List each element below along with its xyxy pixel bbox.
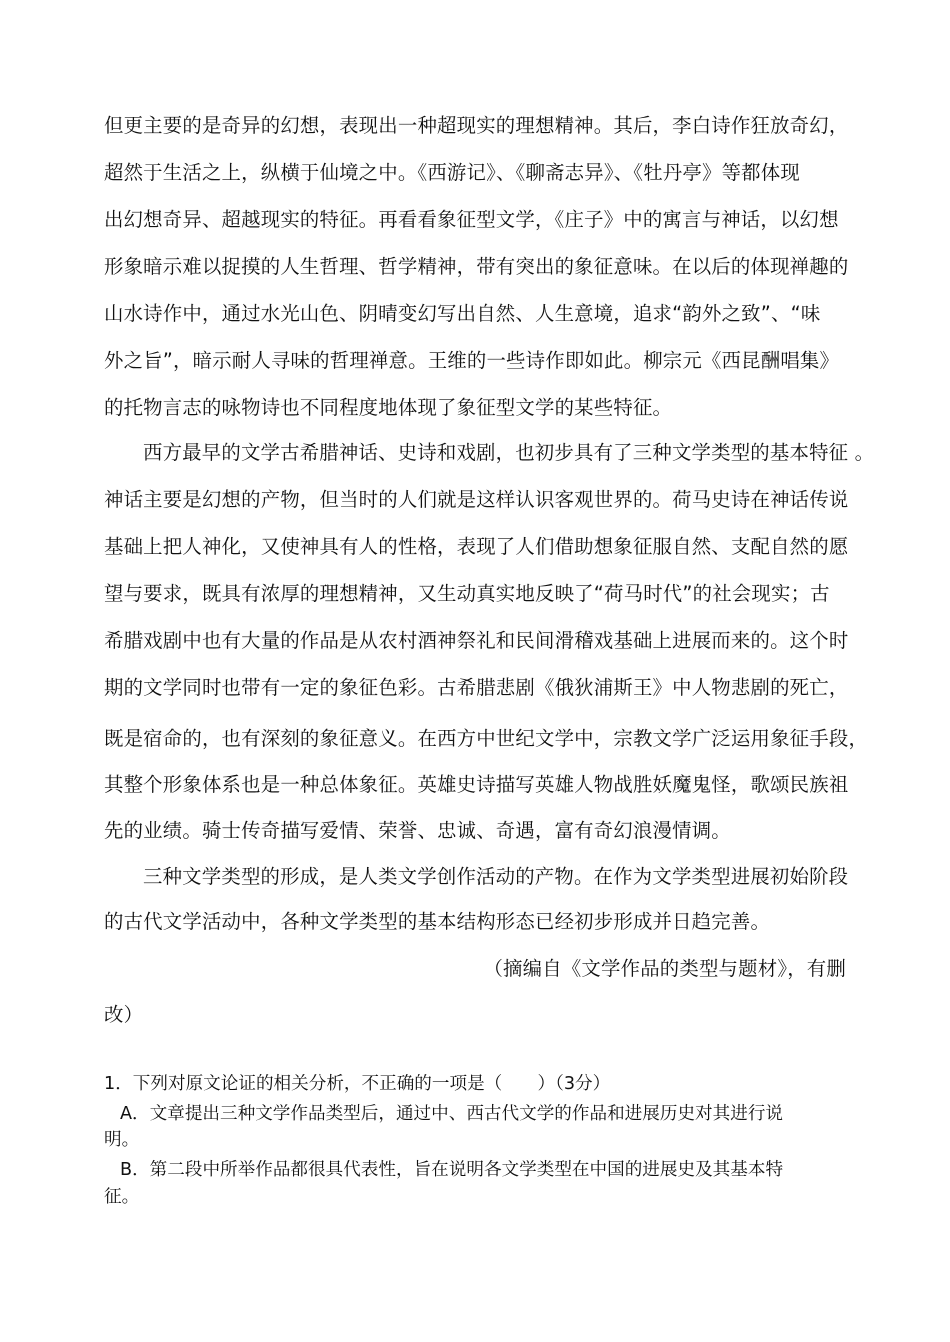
passage-line: 其整个形象体系也是一种总体象征。英雄史诗描写英雄人物战胜妖魔鬼怪，歌颂民族祖 — [104, 773, 849, 796]
passage-line: 希腊戏剧中也有大量的作品是从农村酒神祭礼和民间滑稽戏基础上进展而来的。这个时 — [104, 629, 849, 652]
option-a: A．文章提出三种文学作品类型后，通过中、西古代文学的作品和进展历史对其进行说 — [120, 1104, 784, 1124]
passage-line: 先的业绩。骑士传奇描写爱情、荣誉、忠诚、奇遇，富有奇幻浪漫情调。 — [104, 819, 731, 842]
passage-line: 外之旨”，暗示耐人寻味的哲理禅意。王维的一些诗作即如此。柳宗元《西昆酬唱集》 — [104, 349, 840, 372]
passage-line: 的托物言志的咏物诗也不同程度地体现了象征型文学的某些特征。 — [104, 396, 673, 419]
passage-line: 期的文学同时也带有一定的象征色彩。古希腊悲剧《俄狄浦斯王》中人物悲剧的死亡， — [104, 676, 849, 699]
passage-line: 形象暗示难以捉摸的人生哲理、哲学精神，带有突出的象征意味。在以后的体现禅趣的 — [104, 255, 849, 278]
passage-line: 出幻想奇异、超越现实的特征。再看看象征型文学，《庄子》中的寓言与神话，以幻想 — [104, 208, 839, 231]
passage-line: 望与要求，既具有浓厚的理想精神，又生动真实地反映了“荷马时代”的社会现实；古 — [104, 582, 830, 605]
passage-line: 神话主要是幻想的产物，但当时的人们就是这样认识客观世界的。荷马史诗在神话传说 — [104, 488, 849, 511]
question-stem: 1．下列对原文论证的相关分析，不正确的一项是（ ）（3分） — [104, 1074, 611, 1094]
source-citation-continued: 改） — [104, 1003, 144, 1026]
paragraph-start-line: 西方最早的文学古希腊神话、史诗和戏剧，也初步具有了三种文学类型的基本特征 。 — [143, 441, 875, 464]
option-b: B．第二段中所举作品都很具代表性，旨在说明各文学类型在中国的进展史及其基本特 — [120, 1160, 784, 1180]
passage-line: 基础上把人神化，又使神具有人的性格，表现了人们借助想象征服自然、支配自然的愿 — [104, 535, 849, 558]
option-b-continued: 征。 — [104, 1187, 140, 1207]
passage-line: 的古代文学活动中，各种文学类型的基本结构形态已经初步形成并日趋完善。 — [104, 910, 771, 933]
option-a-continued: 明。 — [104, 1130, 140, 1150]
paragraph-start-line: 三种文学类型的形成，是人类文学创作活动的产物。在作为文学类型进展初始阶段 — [143, 865, 849, 888]
source-citation: （摘编自《文学作品的类型与题材》，有删 — [483, 957, 846, 980]
passage-line: 山水诗作中，通过水光山色、阴晴变幻写出自然、人生意境，追求“韵外之致”、“味 — [104, 302, 821, 325]
passage-line: 超然于生活之上，纵横于仙境之中。《西游记》、《聊斋志异》、《牡丹亭》等都体现 — [104, 161, 800, 184]
passage-line: 但更主要的是奇异的幻想，表现出一种超现实的理想精神。其后，李白诗作狂放奇幻， — [104, 114, 849, 137]
passage-line: 既是宿命的，也有深刻的象征意义。在西方中世纪文学中，宗教文学广泛运用象征手段， — [104, 727, 869, 750]
